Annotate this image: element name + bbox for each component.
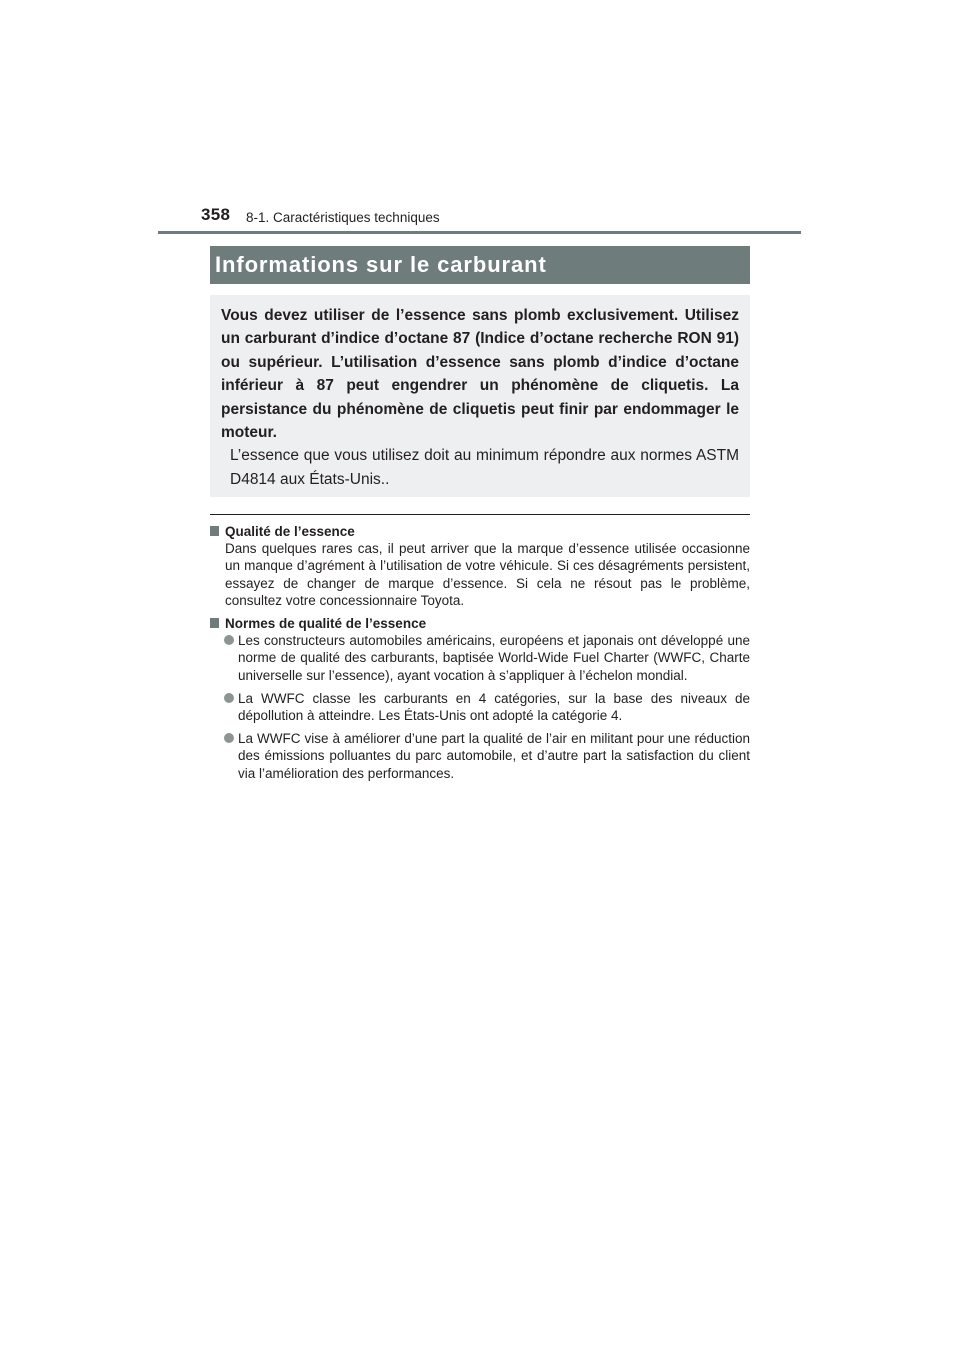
content-divider <box>210 514 750 515</box>
page-number: 358 <box>201 205 231 224</box>
header-divider <box>158 231 801 234</box>
section-reference: 8-1. Caractéristiques techniques <box>246 210 440 225</box>
page-title: Informations sur le carburant <box>215 252 547 277</box>
standards-bullet-list <box>210 632 750 782</box>
square-bullet-icon <box>210 526 219 536</box>
fuel-quality-paragraph: Dans quelques rares cas, il peut arriver que la marque d’essence utilisée occasionne un manque d’agrément à l’utilisation de votre véhicule. Si ces désagréments persistent, essayez de changer de marque d’essence. Si cela ne résout pas le problème, consultez votre concessionnaire Toyota. <box>225 541 750 608</box>
list-item <box>210 632 750 684</box>
round-bullet-icon <box>224 635 234 645</box>
list-item-text: Les constructeurs automobiles américains, européens et japonais ont développé une norme de qualité des carburants, baptisée World-Wide Fuel Charter (WWFC, Charte universelle sur l’essence), ayant vocation à s’appliquer à l’échelon mondial. <box>238 633 750 683</box>
subheading-fuel-quality <box>210 523 750 540</box>
intro-note-text: L’essence que vous utilisez doit au minimum répondre aux normes ASTM D4814 aux États-Unis.. <box>230 447 739 488</box>
list-item-text: La WWFC vise à améliorer d’une part la qualité de l’air en militant pour une réduction des émissions polluantes du parc automobile, et d’autre part la satisfaction du client via l’amélioration des performances. <box>238 731 750 781</box>
round-bullet-icon <box>224 693 234 703</box>
intro-box <box>210 295 750 497</box>
square-bullet-icon <box>210 618 219 628</box>
intro-warning-text: Vous devez utiliser de l’essence sans plomb exclusivement. Utilisez un carburant d’indice d’octane 87 (Indice d’octane recherche RON 91) ou supérieur. L’utilisation d’essence sans plomb d’indice d’octane inférieur à 87 peut engendrer un phénomène de cliquetis. La persistance du phénomène de cliquetis peut finir par endommager le moteur. <box>221 307 739 442</box>
subheading-quality-standards <box>210 615 750 632</box>
round-bullet-icon <box>224 733 234 743</box>
content <box>210 523 750 788</box>
subheading-label: Normes de qualité de l’essence <box>225 616 427 632</box>
title-bar <box>210 246 750 284</box>
list-item <box>210 730 750 782</box>
subheading-label: Qualité de l’essence <box>225 524 355 539</box>
list-item-text: La WWFC classe les carburants en 4 catégories, sur la base des niveaux de dépollution à atteindre. Les États-Unis ont adopté la catégorie 4. <box>238 690 750 724</box>
list-item <box>210 690 750 724</box>
